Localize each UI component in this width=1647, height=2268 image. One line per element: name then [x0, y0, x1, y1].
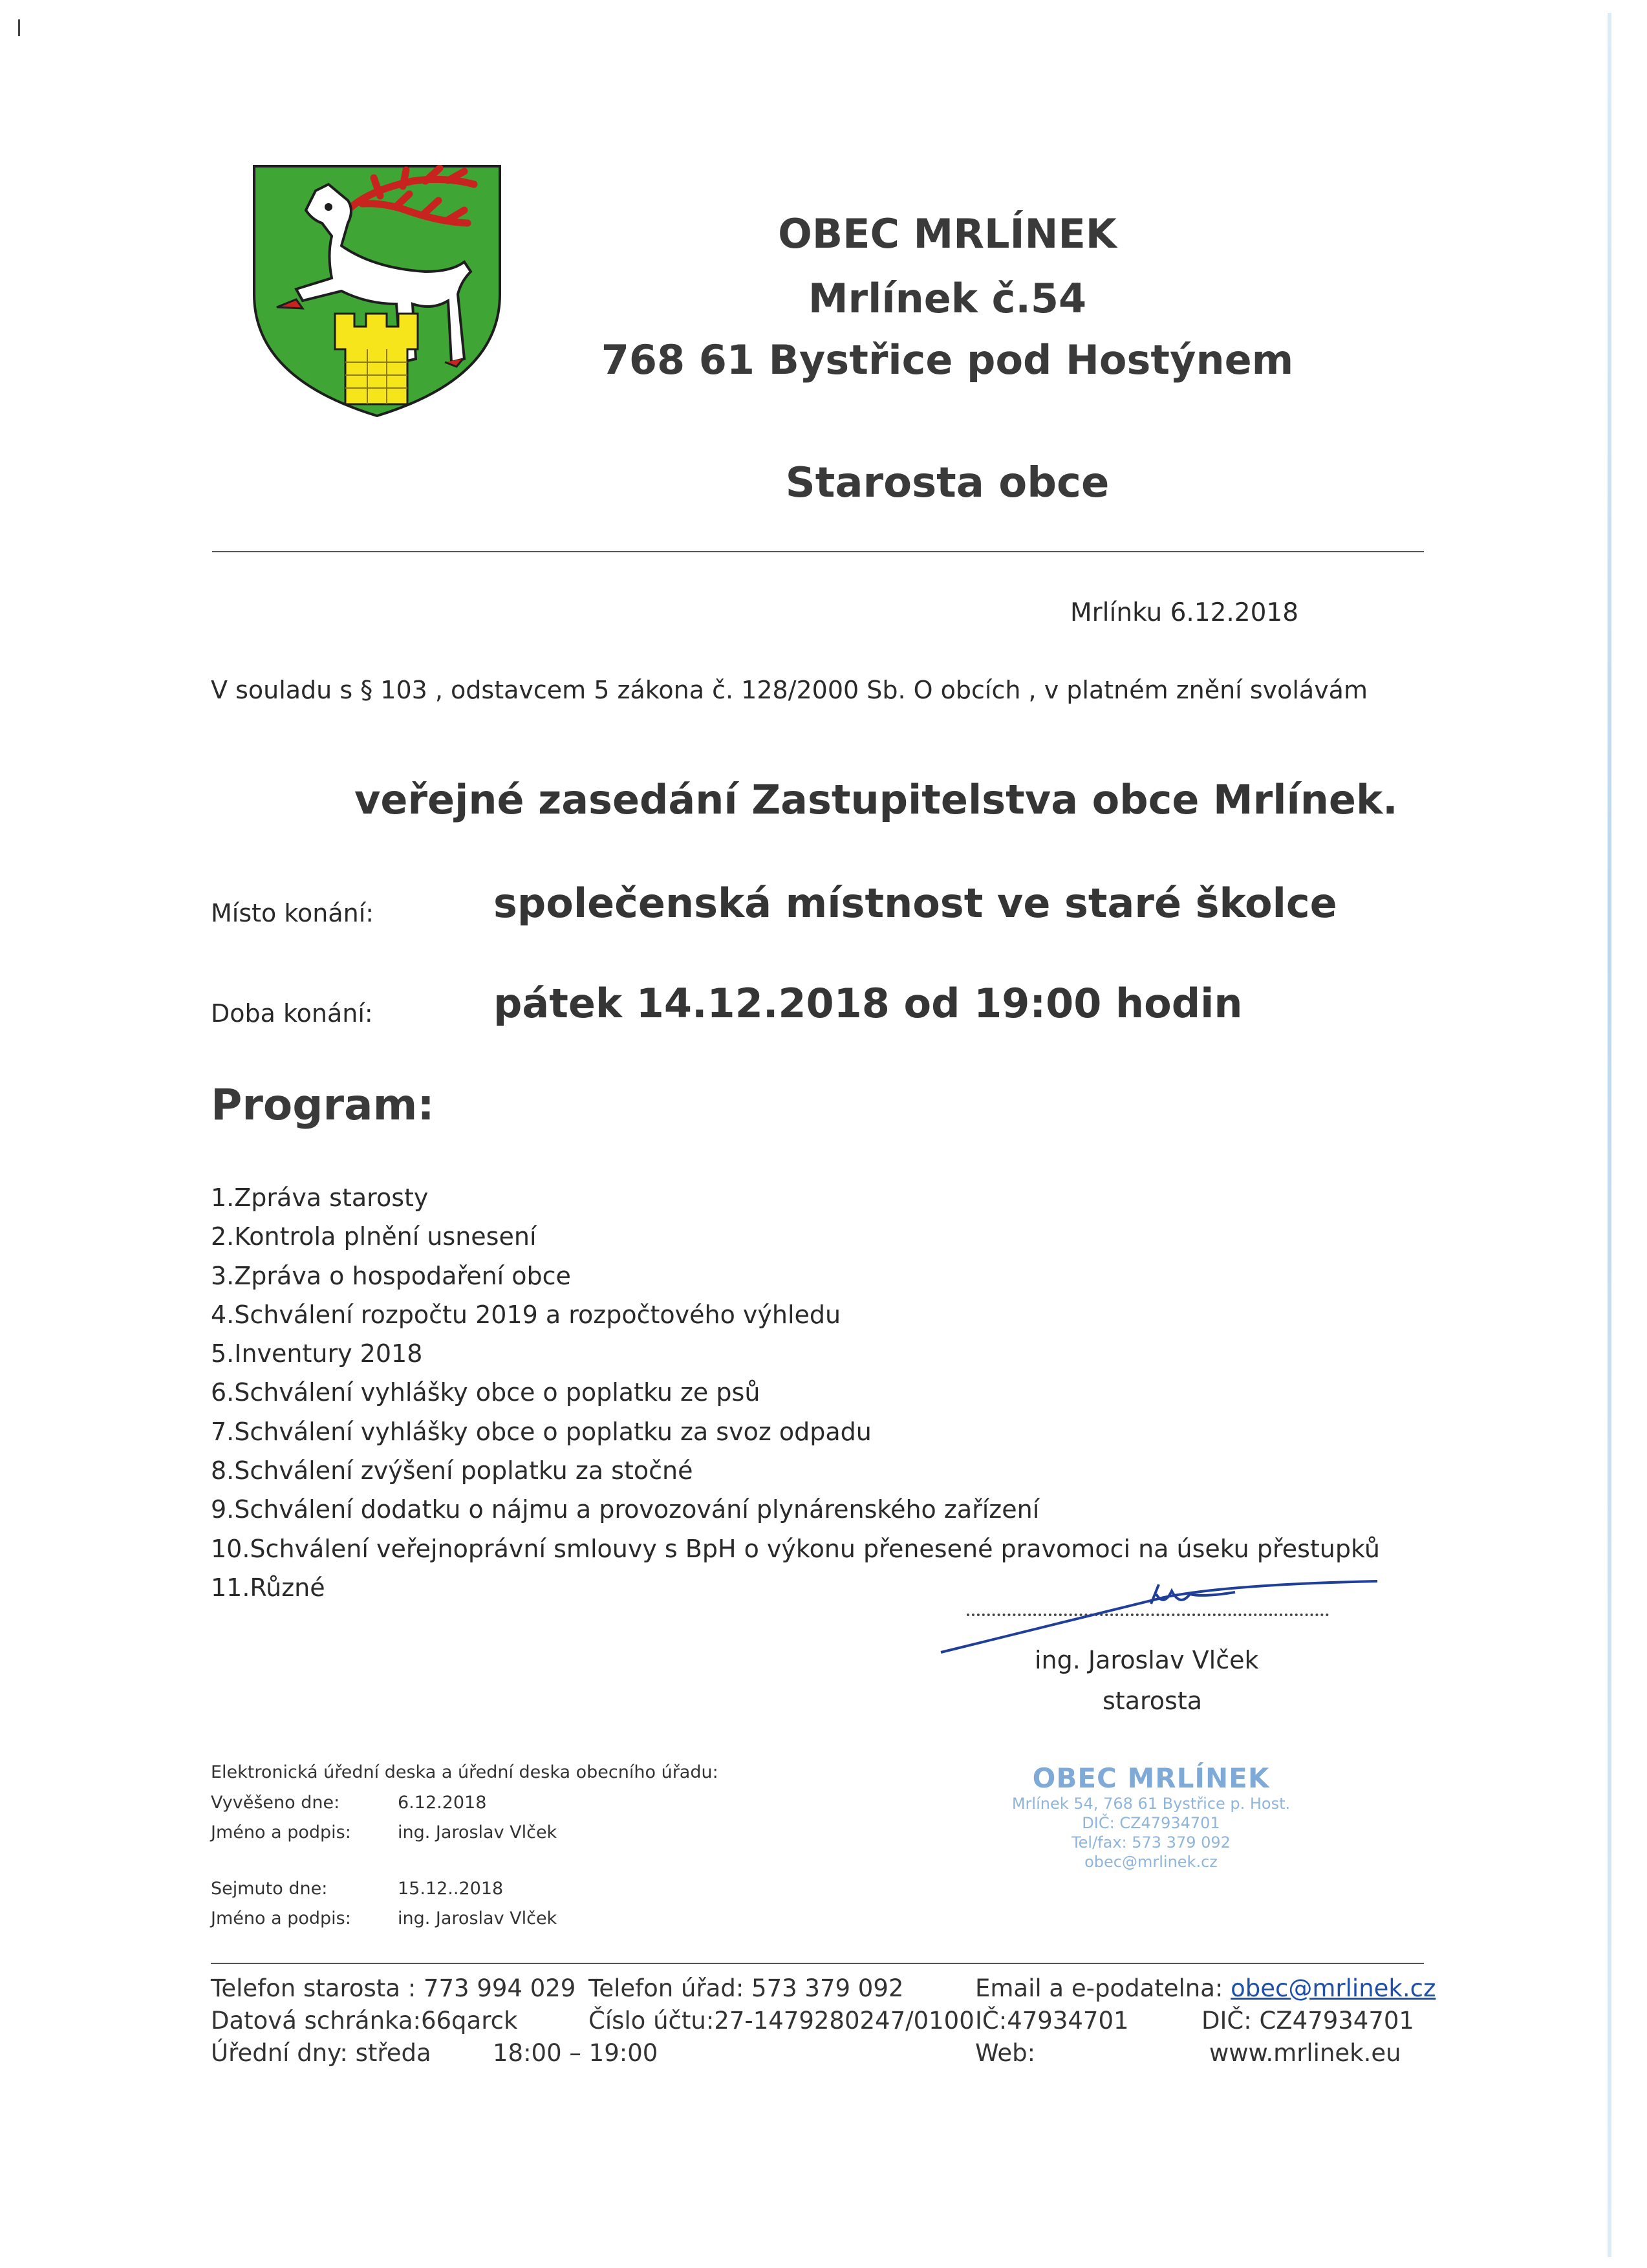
removed-value: 15.12..2018	[398, 1879, 504, 1899]
program-item: 4.Schválení rozpočtu 2019 a rozpočtového výhledu	[211, 1300, 841, 1329]
program-item: 6.Schválení vyhlášky obce o poplatku ze psů	[211, 1378, 760, 1407]
postal-line: 768 61 Bystřice pod Hostýnem	[601, 336, 1294, 383]
program-item: 10.Schválení veřejnoprávní smlouvy s BpH o výkonu přenesené pravomoci na úseku přestupků	[211, 1534, 1380, 1563]
meeting-title: veřejné zasedání Zastupitelstva obce Mrlínek.	[354, 776, 1398, 823]
footer-phone-mayor: Telefon starosta : 773 994 029	[211, 1974, 576, 2002]
office-title: Starosta obce	[785, 459, 1110, 507]
stamp-title: OBEC MRLÍNEK	[1032, 1762, 1270, 1794]
removed-name-value: ing. Jaroslav Vlček	[398, 1908, 557, 1928]
footer-account: Číslo účtu:27-1479280247/0100	[588, 2007, 974, 2035]
footer-email-block	[975, 1974, 1436, 2002]
footer-phone-office: Telefon úřad: 573 379 092	[588, 1974, 904, 2002]
program-item: 9.Schválení dodatku o nájmu a provozování plynárenského zařízení	[211, 1495, 1040, 1524]
footer-dic: DIČ: CZ47934701	[1201, 2007, 1414, 2035]
time-label: Doba konání:	[211, 999, 373, 1028]
removed-label: Sejmuto dne:	[211, 1879, 328, 1899]
footer-ico: IČ:47934701	[975, 2007, 1129, 2035]
footer-email-link[interactable]: obec@mrlinek.cz	[1231, 1974, 1436, 2002]
posted-label: Vyvěšeno dne:	[211, 1793, 340, 1813]
footer-web-link[interactable]: www.mrlinek.eu	[1209, 2039, 1401, 2067]
signature-role: starosta	[1103, 1687, 1203, 1715]
footer-office-hours: 18:00 – 19:00	[493, 2039, 658, 2067]
date-line: Mrlínku 6.12.2018	[1070, 598, 1299, 627]
place-label: Místo konání:	[211, 899, 374, 927]
program-item: 3.Zpráva o hospodaření obce	[211, 1261, 571, 1290]
place-value: společenská místnost ve staré školce	[493, 880, 1337, 927]
stamp-phone: Tel/fax: 573 379 092	[1071, 1833, 1231, 1852]
footer-web-label: Web:	[975, 2039, 1036, 2067]
header-divider	[212, 551, 1424, 552]
program-item: 5.Inventury 2018	[211, 1339, 423, 1368]
program-item: 11.Různé	[211, 1573, 325, 1602]
program-item: 8.Schválení zvýšení poplatku za stočné	[211, 1456, 693, 1485]
posted-name-value: ing. Jaroslav Vlček	[398, 1822, 557, 1842]
intro-text: V souladu s § 103 , odstavcem 5 zákona č. 128/2000 Sb. O obcích , v platném znění svolávám	[211, 676, 1368, 704]
stamp-address: Mrlínek 54, 768 61 Bystřice p. Host.	[1011, 1795, 1291, 1813]
signature-name: ing. Jaroslav Vlček	[1035, 1646, 1259, 1674]
program-item: 2.Kontrola plnění usnesení	[211, 1222, 537, 1251]
stamp-email: obec@mrlinek.cz	[1084, 1853, 1218, 1871]
footer-divider	[211, 1963, 1424, 1964]
posted-value: 6.12.2018	[398, 1793, 487, 1813]
footer-office-days: Úřední dny: středa	[211, 2039, 431, 2067]
municipality-name: OBEC MRLÍNEK	[778, 210, 1117, 257]
footer-email-label: Email a e-podatelna:	[975, 1974, 1231, 2002]
program-item: 1.Zpráva starosty	[211, 1183, 429, 1212]
address-line: Mrlínek č.54	[808, 275, 1087, 322]
scan-mark	[18, 19, 20, 36]
program-item: 7.Schválení vyhlášky obce o poplatku za svoz odpadu	[211, 1417, 872, 1446]
stamp-dic: DIČ: CZ47934701	[1082, 1814, 1220, 1832]
footer-databox: Datová schránka:66qarck	[211, 2007, 518, 2035]
program-list	[211, 1178, 1380, 1607]
removed-name-label: Jméno a podpis:	[211, 1908, 351, 1928]
posting-heading: Elektronická úřední deska a úřední deska obecního úřadu:	[211, 1762, 718, 1782]
program-title: Program:	[211, 1080, 435, 1130]
posted-name-label: Jméno a podpis:	[211, 1822, 351, 1842]
office-stamp	[970, 1762, 1332, 1872]
time-value: pátek 14.12.2018 od 19:00 hodin	[493, 980, 1243, 1027]
